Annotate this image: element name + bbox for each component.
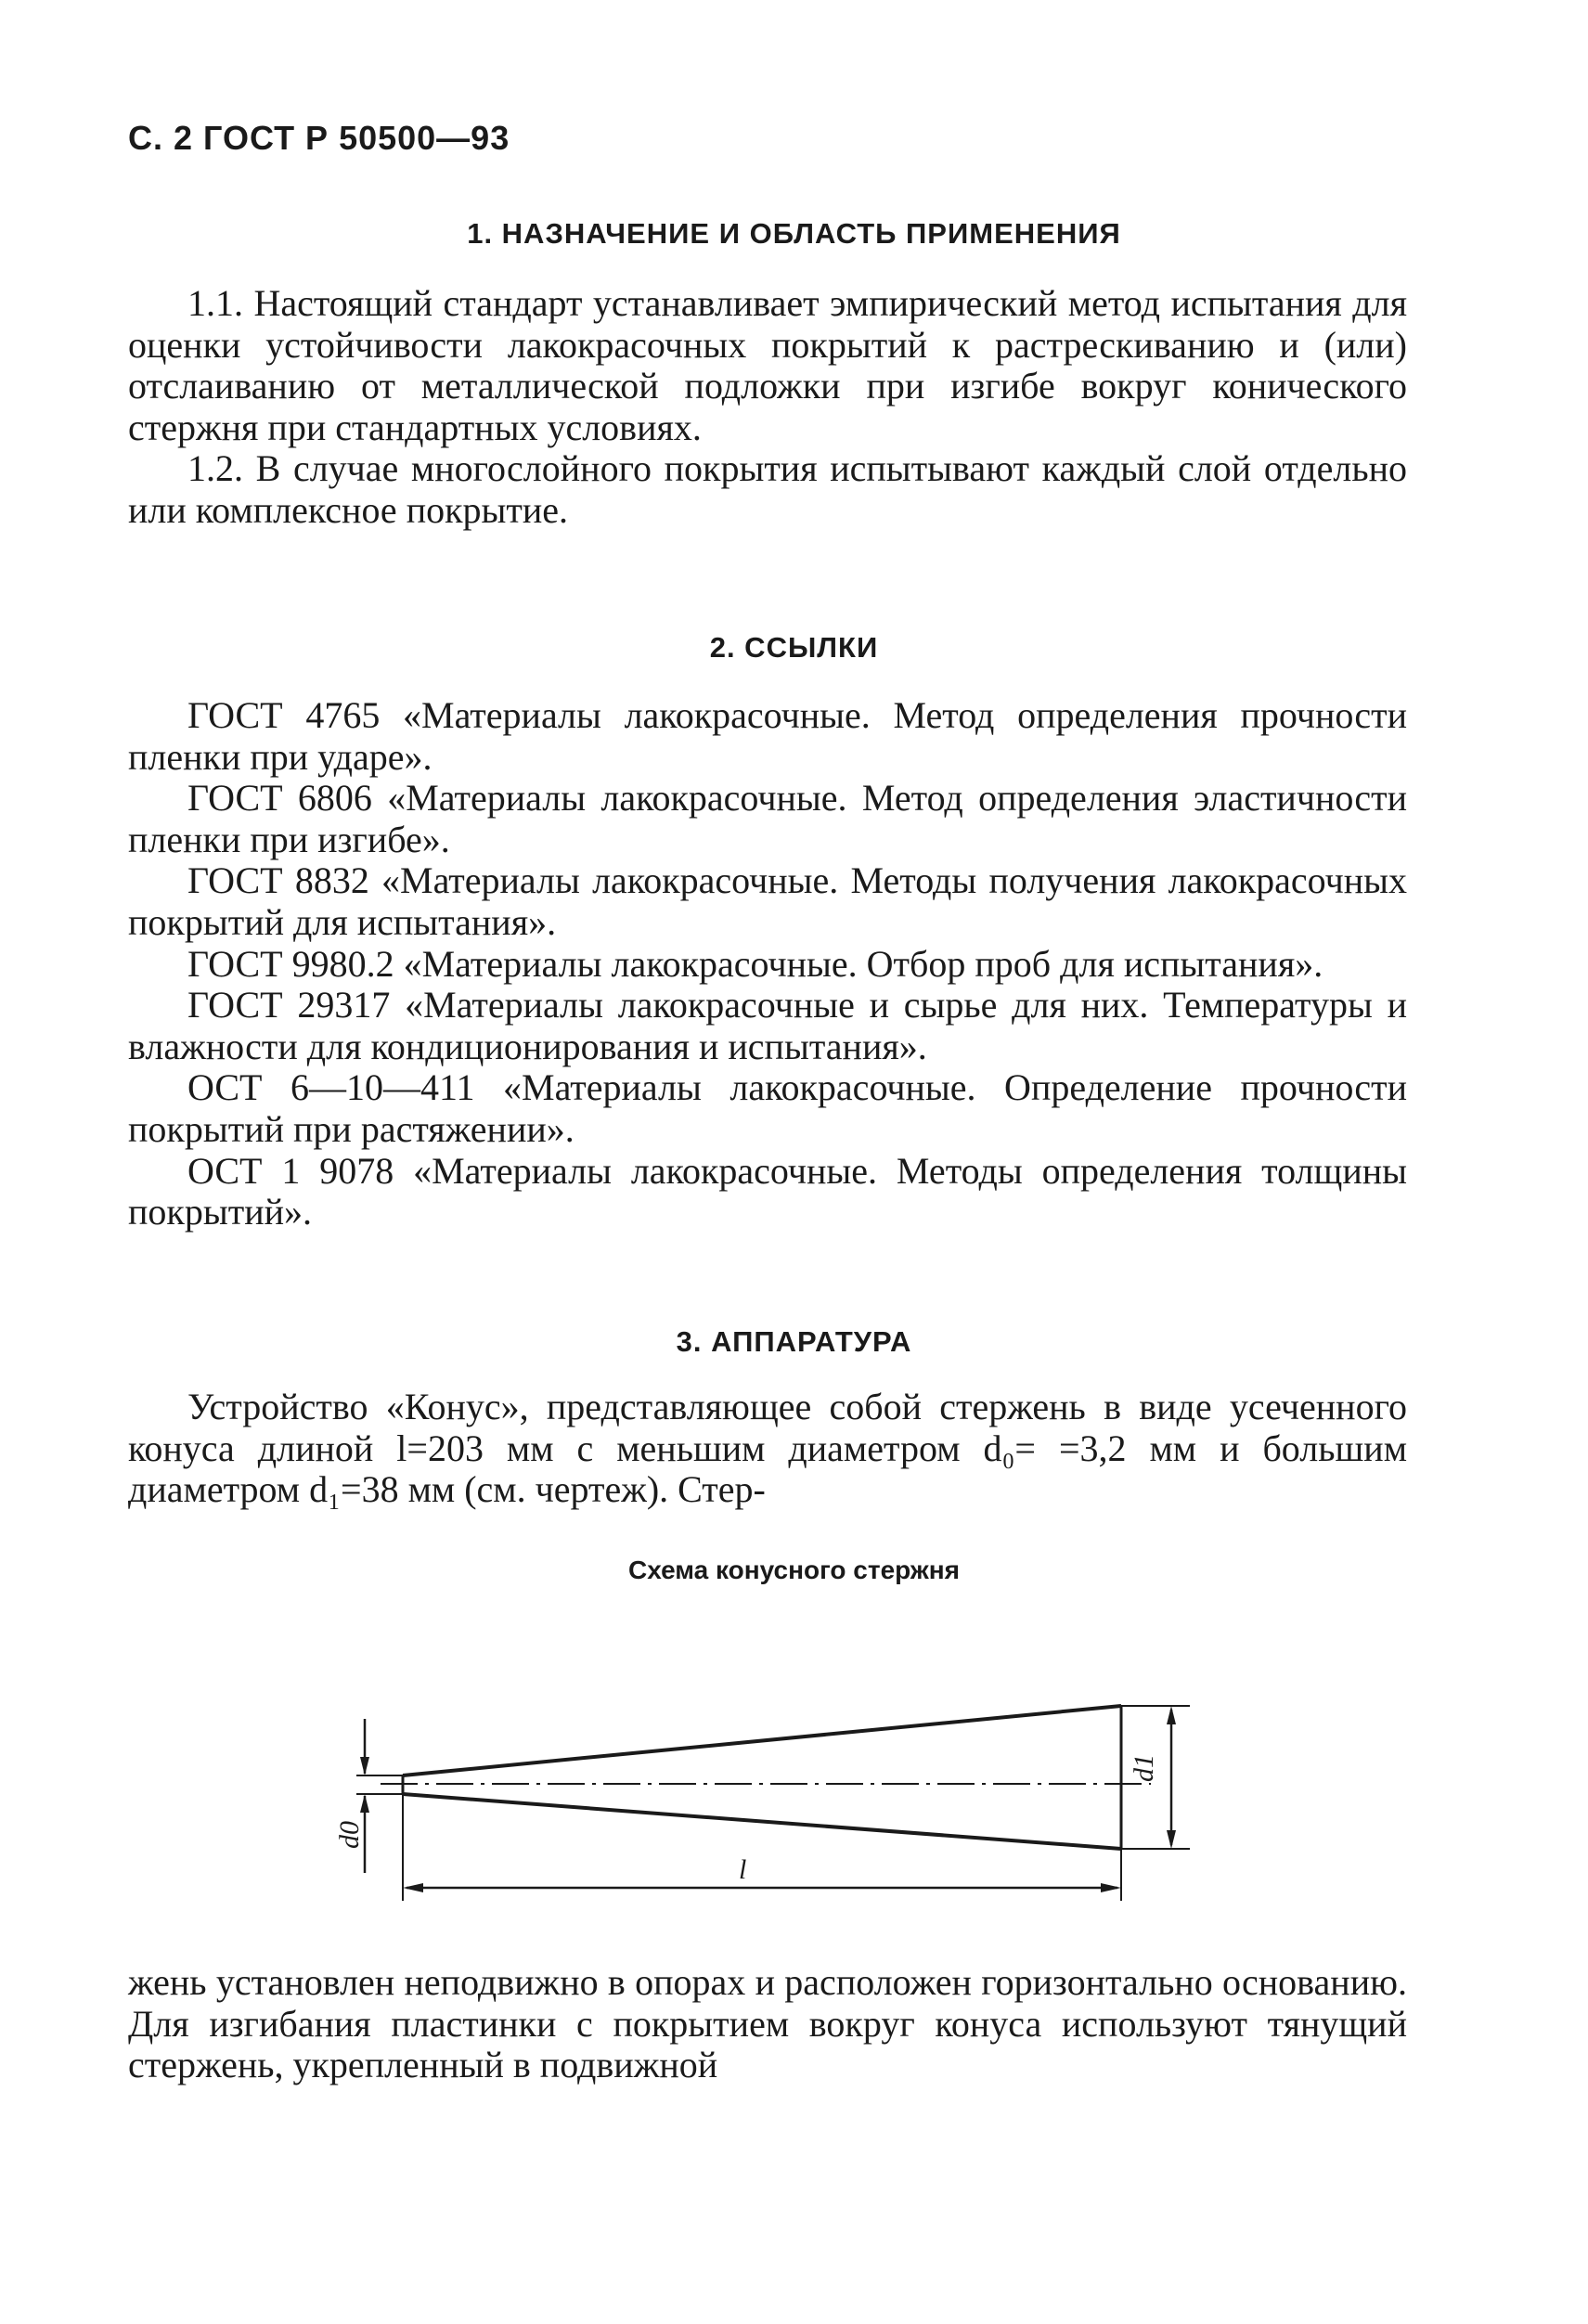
- paragraph-3-2: жень установлен неподвижно в опорах и расположен горизонтально основанию. Для изгибания пластинки с покрытием вокруг конуса используют тянущий стержень, укрепленный в подвижной: [128, 1961, 1407, 2086]
- reference-item: ГОСТ 8832 «Материалы лакокрасочные. Методы получения лакокрасочных покрытий для испытания».: [128, 859, 1407, 943]
- reference-item: ГОСТ 4765 «Материалы лакокрасочные. Метод определения прочности пленки при ударе».: [128, 694, 1407, 778]
- reference-item: ОСТ 6—10—411 «Материалы лакокрасочные. Определение прочности покрытий при растяжении».: [128, 1066, 1407, 1150]
- reference-item: ОСТ 1 9078 «Материалы лакокрасочные. Методы определения толщины покрытий».: [128, 1149, 1407, 1233]
- paragraph-3-1: Устройство «Конус», представляющее собой стержень в виде усеченного конуса длиной l=203 мм с меньшим диаметром d₀= =3,2 мм и большим диаметром d₁=38 мм (см. чертеж). Стер-: [128, 1386, 1407, 1511]
- figure-caption: Схема конусного стержня: [628, 1556, 960, 1584]
- paragraph-1-1: 1.1. Настоящий стандарт устанавливает эмпирический метод испытания для оценки устойчивости лакокрасочных покрытий к растрескиванию и (или) отслаиванию от металлической подложки при изгибе вокруг конического стержня при стандартных условиях.: [128, 282, 1407, 448]
- section-3-heading: 3. АППАРАТУРА: [676, 1325, 912, 1358]
- d0-arrow-top: [360, 1757, 369, 1775]
- section-1-heading: 1. НАЗНАЧЕНИЕ И ОБЛАСТЬ ПРИМЕНЕНИЯ: [467, 217, 1121, 250]
- paragraph-1-2: 1.2. В случае многослойного покрытия испытывают каждый слой отдельно или комплексное покрытие.: [128, 447, 1407, 531]
- cone-bottom-edge: [403, 1794, 1121, 1849]
- reference-item: ГОСТ 29317 «Материалы лакокрасочные и сырье для них. Температуры и влажности для кондиционирования и испытания».: [128, 984, 1407, 1067]
- section-3-continuation: [128, 1962, 1407, 2086]
- label-l: l: [739, 1854, 747, 1885]
- reference-item: ГОСТ 9980.2 «Материалы лакокрасочные. Отбор проб для испытания».: [187, 942, 1323, 985]
- page-header: С. 2 ГОСТ Р 50500—93: [128, 119, 510, 157]
- label-d1: d1: [1129, 1754, 1159, 1782]
- label-d0: d0: [334, 1821, 365, 1849]
- d1-arrow-top: [1167, 1706, 1176, 1724]
- section-2-heading: 2. ССЫЛКИ: [709, 631, 879, 664]
- d1-arrow-bottom: [1167, 1830, 1176, 1849]
- l-arrow-left: [403, 1883, 423, 1892]
- cone-top-edge: [403, 1706, 1121, 1775]
- d0-arrow-bottom: [360, 1794, 369, 1813]
- reference-item: ГОСТ 6806 «Материалы лакокрасочные. Метод определения эластичности пленки при изгибе».: [128, 777, 1407, 860]
- l-arrow-right: [1101, 1883, 1121, 1892]
